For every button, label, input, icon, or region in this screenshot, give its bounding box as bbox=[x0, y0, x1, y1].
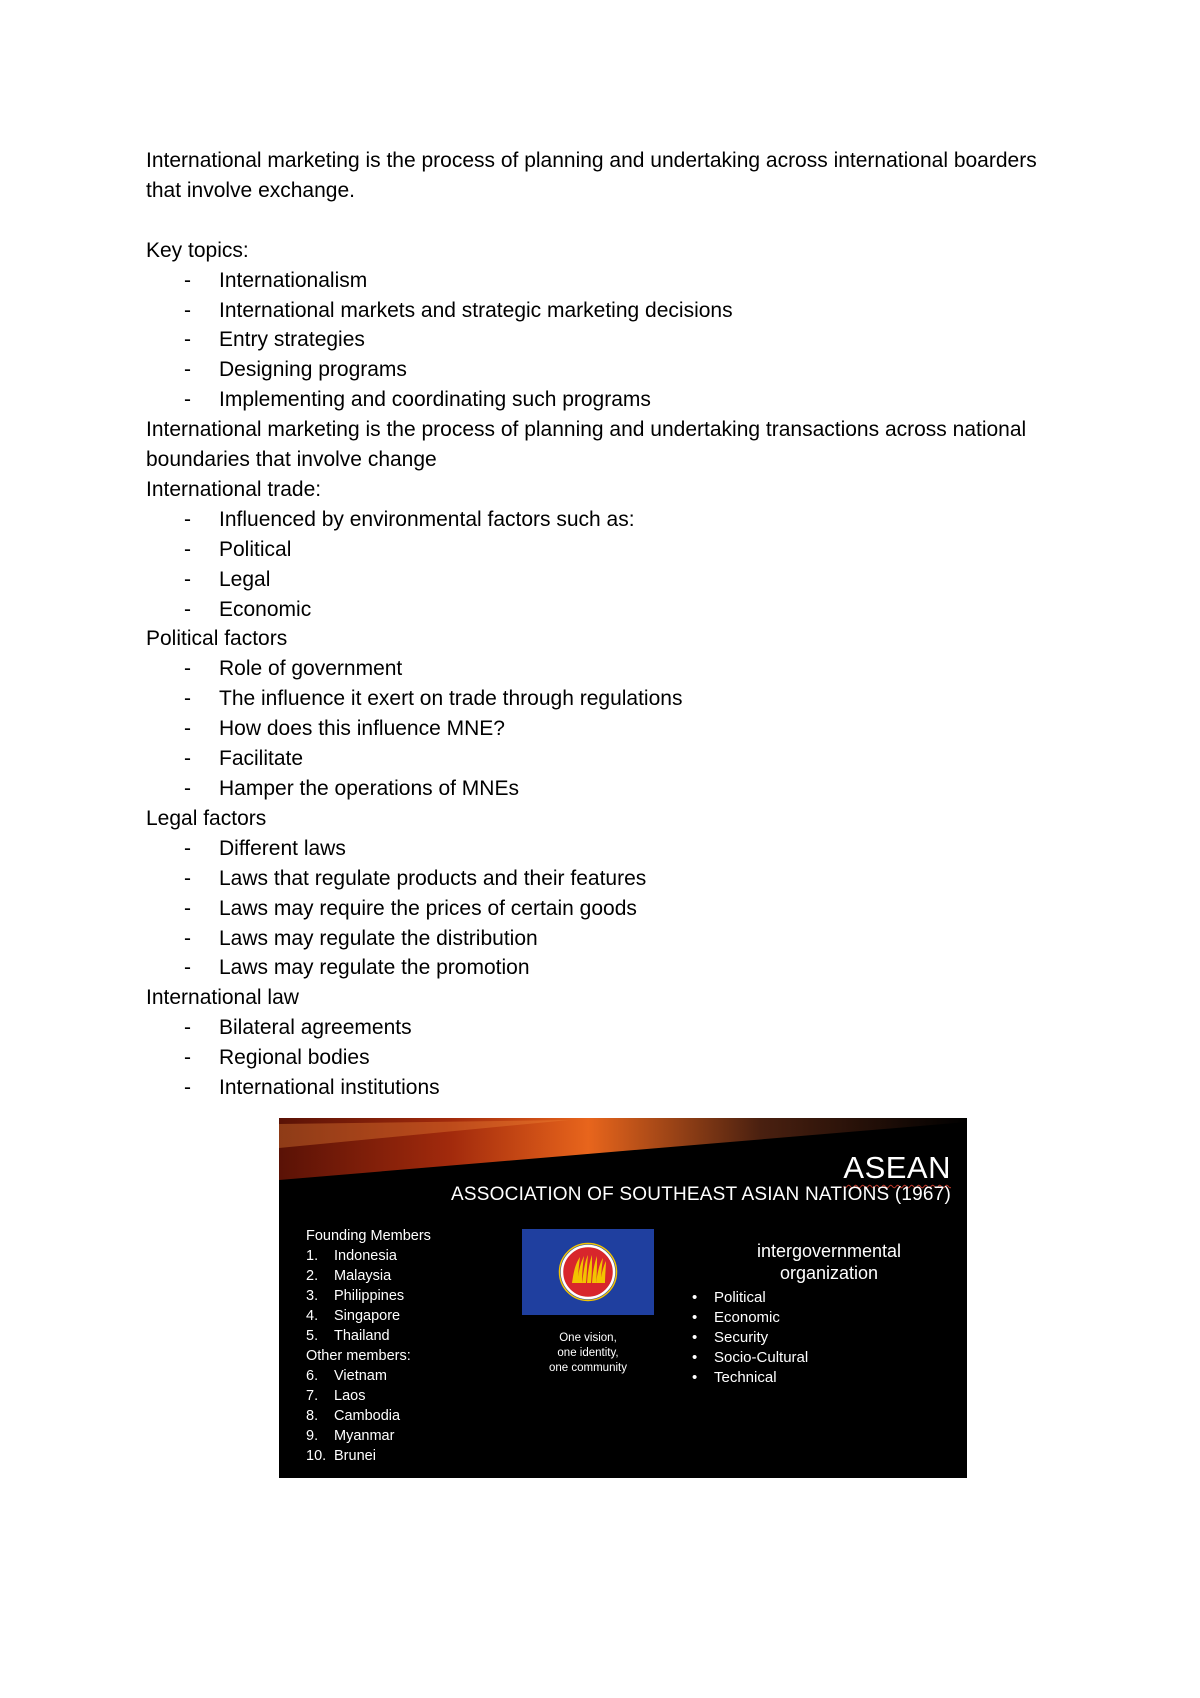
list-item: - Implementing and coordinating such programs bbox=[146, 385, 1046, 415]
list-item: • Security bbox=[689, 1328, 949, 1348]
list-item: - Bilateral agreements bbox=[146, 1013, 1046, 1043]
international-law-list bbox=[146, 1013, 1046, 1103]
list-item: 3. Philippines bbox=[306, 1288, 405, 1304]
asean-flag bbox=[522, 1229, 654, 1315]
igo-areas-list bbox=[689, 1288, 949, 1388]
other-members-heading: Other members: bbox=[306, 1348, 411, 1364]
intro-paragraph: International marketing is the process of planning and undertaking across international boarders that involve exchange. bbox=[146, 149, 1037, 202]
list-item: • Technical bbox=[689, 1368, 949, 1388]
founding-members bbox=[306, 1246, 431, 1346]
political-factors-list bbox=[146, 654, 1046, 804]
list-item: 8. Cambodia bbox=[306, 1408, 401, 1424]
list-item: 2. Malaysia bbox=[306, 1268, 392, 1284]
list-item: - Hamper the operations of MNEs bbox=[146, 774, 1046, 804]
list-item: - Economic bbox=[146, 595, 1046, 625]
list-item: - Legal bbox=[146, 565, 1046, 595]
political-factors-heading: Political factors bbox=[146, 627, 288, 651]
list-item: 6. Vietnam bbox=[306, 1368, 387, 1384]
asean-emblem-icon bbox=[522, 1229, 654, 1315]
legal-factors-heading: Legal factors bbox=[146, 806, 267, 830]
list-item: • Socio-Cultural bbox=[689, 1348, 949, 1368]
international-law-heading: International law bbox=[146, 986, 299, 1010]
igo-heading: intergovernmental organization bbox=[756, 1241, 902, 1283]
international-trade-heading: International trade: bbox=[146, 477, 322, 501]
list-item: 9. Myanmar bbox=[306, 1428, 395, 1444]
list-item: • Economic bbox=[689, 1308, 949, 1328]
spacer bbox=[146, 206, 1046, 236]
intergovernmental-organization-section bbox=[689, 1240, 949, 1388]
other-members bbox=[306, 1366, 431, 1466]
list-item: 7. Laos bbox=[306, 1388, 366, 1404]
list-item: - Laws that regulate products and their features bbox=[146, 864, 1046, 894]
document-body bbox=[146, 146, 1046, 1103]
list-item: - International markets and strategic marketing decisions bbox=[146, 296, 1046, 326]
definition-paragraph: International marketing is the process of planning and undertaking transactions across national boundaries that involve change bbox=[146, 418, 1027, 472]
asean-slide-image bbox=[279, 1118, 967, 1478]
list-item: - Regional bodies bbox=[146, 1043, 1046, 1073]
list-item: 10. Brunei bbox=[306, 1448, 376, 1464]
legal-factors-list bbox=[146, 834, 1046, 984]
key-topics-heading: Key topics: bbox=[146, 238, 249, 262]
slide-subtitle: ASSOCIATION OF SOUTHEAST ASIAN NATIONS (1967) bbox=[451, 1184, 951, 1205]
list-item: - International institutions bbox=[146, 1073, 1046, 1103]
list-item: - Role of government bbox=[146, 654, 1046, 684]
list-item: - Laws may regulate the promotion bbox=[146, 953, 1046, 983]
founding-members-heading: Founding Members bbox=[306, 1228, 431, 1244]
members-list bbox=[306, 1226, 431, 1466]
slide-title: ASEAN bbox=[843, 1150, 951, 1185]
key-topics-list bbox=[146, 266, 1046, 416]
list-item: - Laws may regulate the distribution bbox=[146, 924, 1046, 954]
list-item: - Entry strategies bbox=[146, 325, 1046, 355]
list-item: - Designing programs bbox=[146, 355, 1046, 385]
list-item: 1. Indonesia bbox=[306, 1248, 397, 1264]
list-item: - How does this influence MNE? bbox=[146, 714, 1046, 744]
list-item: 4. Singapore bbox=[306, 1308, 401, 1324]
flag-caption: One vision, one identity, one community bbox=[549, 1332, 627, 1374]
international-trade-list bbox=[146, 505, 1046, 625]
list-item: - Laws may require the prices of certain goods bbox=[146, 894, 1046, 924]
list-item: - The influence it exert on trade through regulations bbox=[146, 684, 1046, 714]
list-item: - Influenced by environmental factors such as: bbox=[146, 505, 1046, 535]
list-item: - Political bbox=[146, 535, 1046, 565]
list-item: • Political bbox=[689, 1288, 949, 1308]
list-item: - Facilitate bbox=[146, 744, 1046, 774]
list-item: - Different laws bbox=[146, 834, 1046, 864]
list-item: - Internationalism bbox=[146, 266, 1046, 296]
list-item: 5. Thailand bbox=[306, 1328, 390, 1344]
